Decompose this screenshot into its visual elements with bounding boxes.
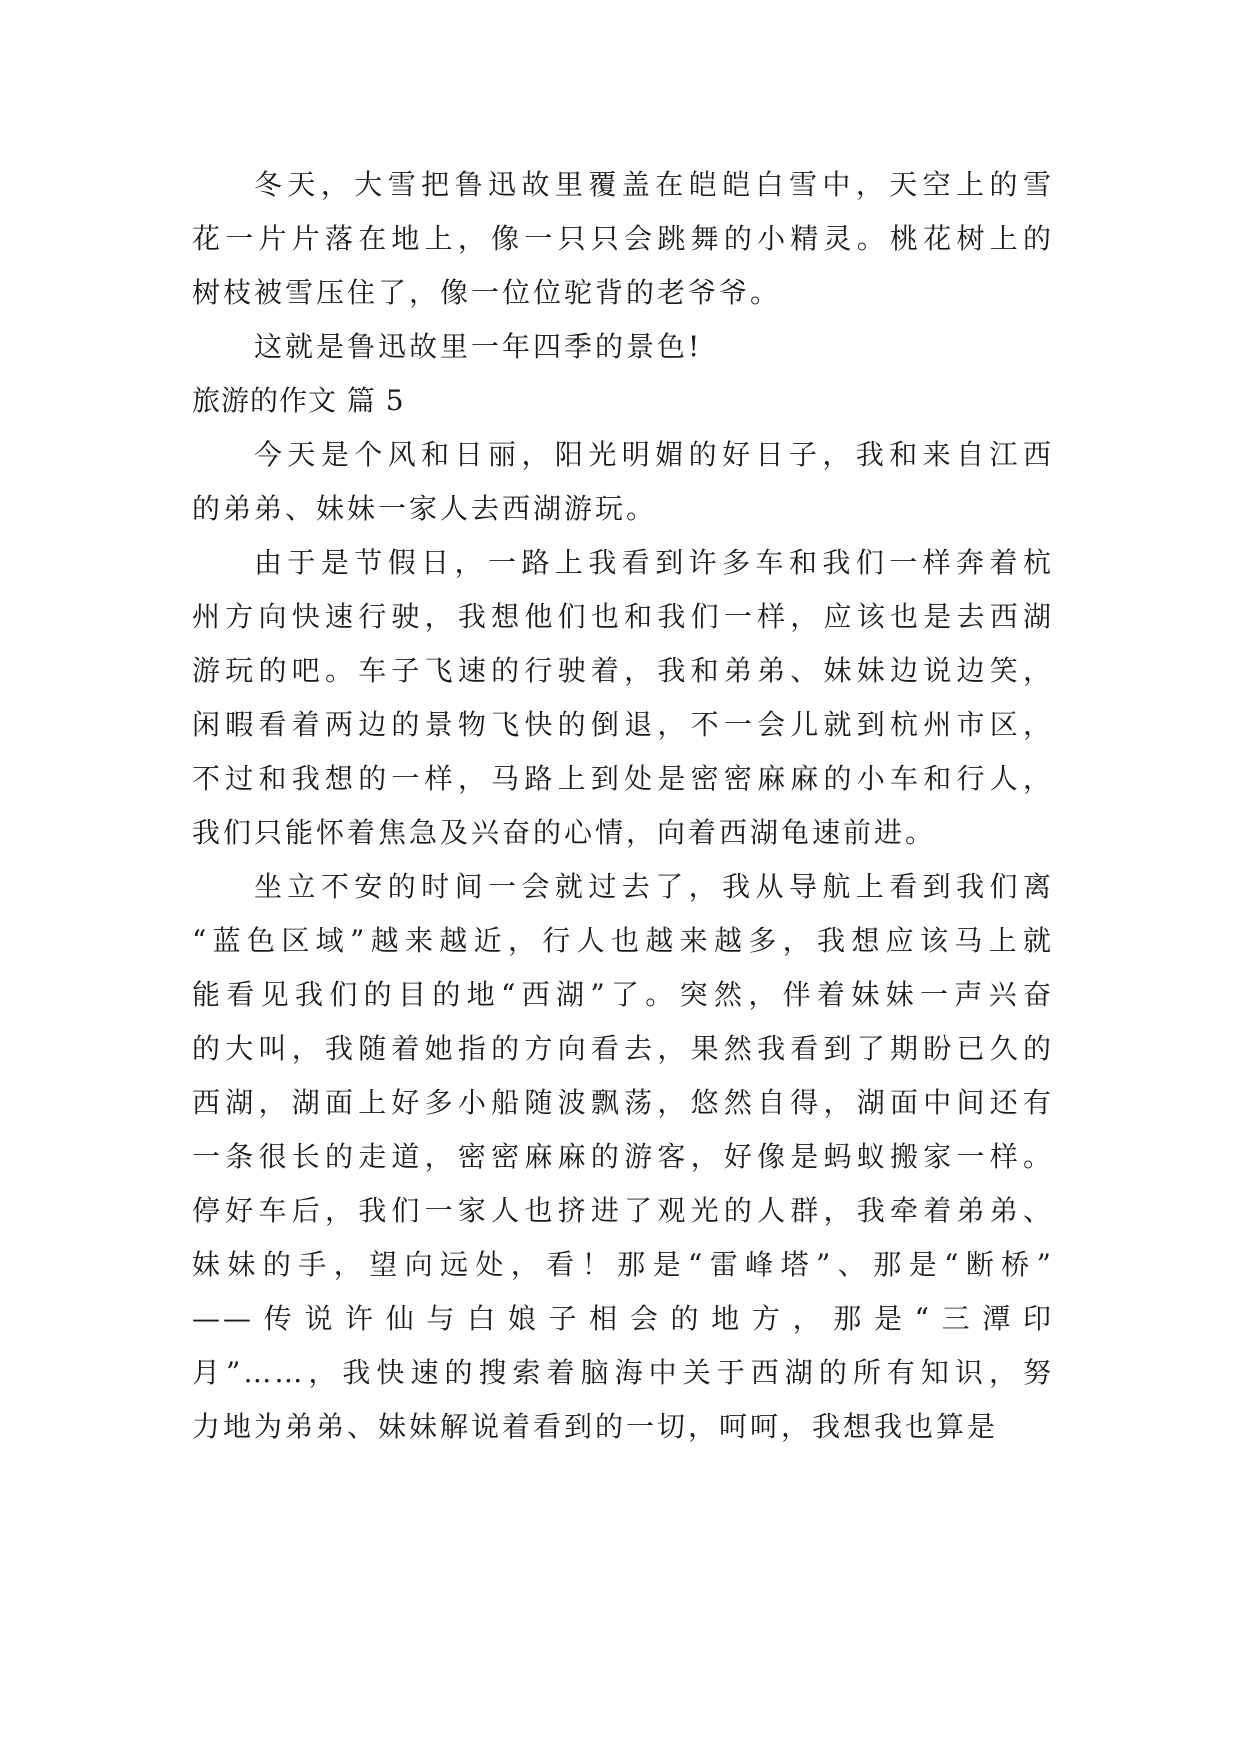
paragraph-intro (192, 428, 1054, 536)
text-line: 的大叫，我随着她指的方向看去，果然我看到了期盼已久的 (192, 1032, 1054, 1065)
text-line: 妹妹的手，望向远处，看！那是“雷峰塔”、那是“断桥” (192, 1248, 1054, 1281)
document-body (192, 158, 1054, 1454)
text-line: 游玩的吧。车子飞速的行驶着，我和弟弟、妹妹边说边笑， (192, 654, 1054, 687)
text-line: 不过和我想的一样，马路上到处是密密麻麻的小车和行人， (192, 762, 1054, 795)
text-line: 州方向快速行驶，我想他们也和我们一样，应该也是去西湖 (192, 600, 1054, 633)
text-line: 冬天，大雪把鲁迅故里覆盖在皑皑白雪中，天空上的雪 (254, 168, 1054, 201)
text-line: 坐立不安的时间一会就过去了，我从导航上看到我们离 (254, 870, 1054, 903)
text-line: 的弟弟、妹妹一家人去西湖游玩。 (192, 492, 658, 525)
text-line: 能看见我们的目的地“西湖”了。突然，伴着妹妹一声兴奋 (192, 978, 1054, 1011)
text-line: 树枝被雪压住了，像一位位驼背的老爷爷。 (192, 276, 782, 309)
text-line: 闲暇看着两边的景物飞快的倒退，不一会儿就到杭州市区， (192, 708, 1054, 741)
text-line: 今天是个风和日丽，阳光明媚的好日子，我和来自江西 (254, 438, 1054, 471)
text-line: 这就是鲁迅故里一年四季的景色! (254, 330, 703, 363)
paragraph-journey (192, 536, 1054, 860)
text-line: ——传说许仙与白娘子相会的地方，那是“三潭印 (192, 1302, 1054, 1335)
text-line: 由于是节假日，一路上我看到许多车和我们一样奔着杭 (254, 546, 1054, 579)
text-line: 一条很长的走道，密密麻麻的游客，好像是蚂蚁搬家一样。 (192, 1140, 1054, 1173)
text-line: 西湖，湖面上好多小船随波飘荡，悠然自得，湖面中间还有 (192, 1086, 1054, 1119)
section-heading: 旅游的作文 篇 5 (192, 384, 405, 417)
text-line: “蓝色区域”越来越近，行人也越来越多，我想应该马上就 (192, 924, 1054, 957)
text-line: 花一片片落在地上，像一只只会跳舞的小精灵。桃花树上的 (192, 222, 1054, 255)
text-line: 月”……，我快速的搜索着脑海中关于西湖的所有知识，努 (192, 1356, 1054, 1389)
paragraph-winter (192, 158, 1054, 320)
paragraph-conclusion (192, 320, 1054, 374)
text-line: 我们只能怀着焦急及兴奋的心情，向着西湖龟速前进。 (192, 816, 937, 849)
text-line: 力地为弟弟、妹妹解说着看到的一切，呵呵，我想我也算是 (192, 1410, 999, 1443)
paragraph-west-lake (192, 860, 1054, 1454)
text-line: 停好车后，我们一家人也挤进了观光的人群，我牵着弟弟、 (192, 1194, 1054, 1227)
